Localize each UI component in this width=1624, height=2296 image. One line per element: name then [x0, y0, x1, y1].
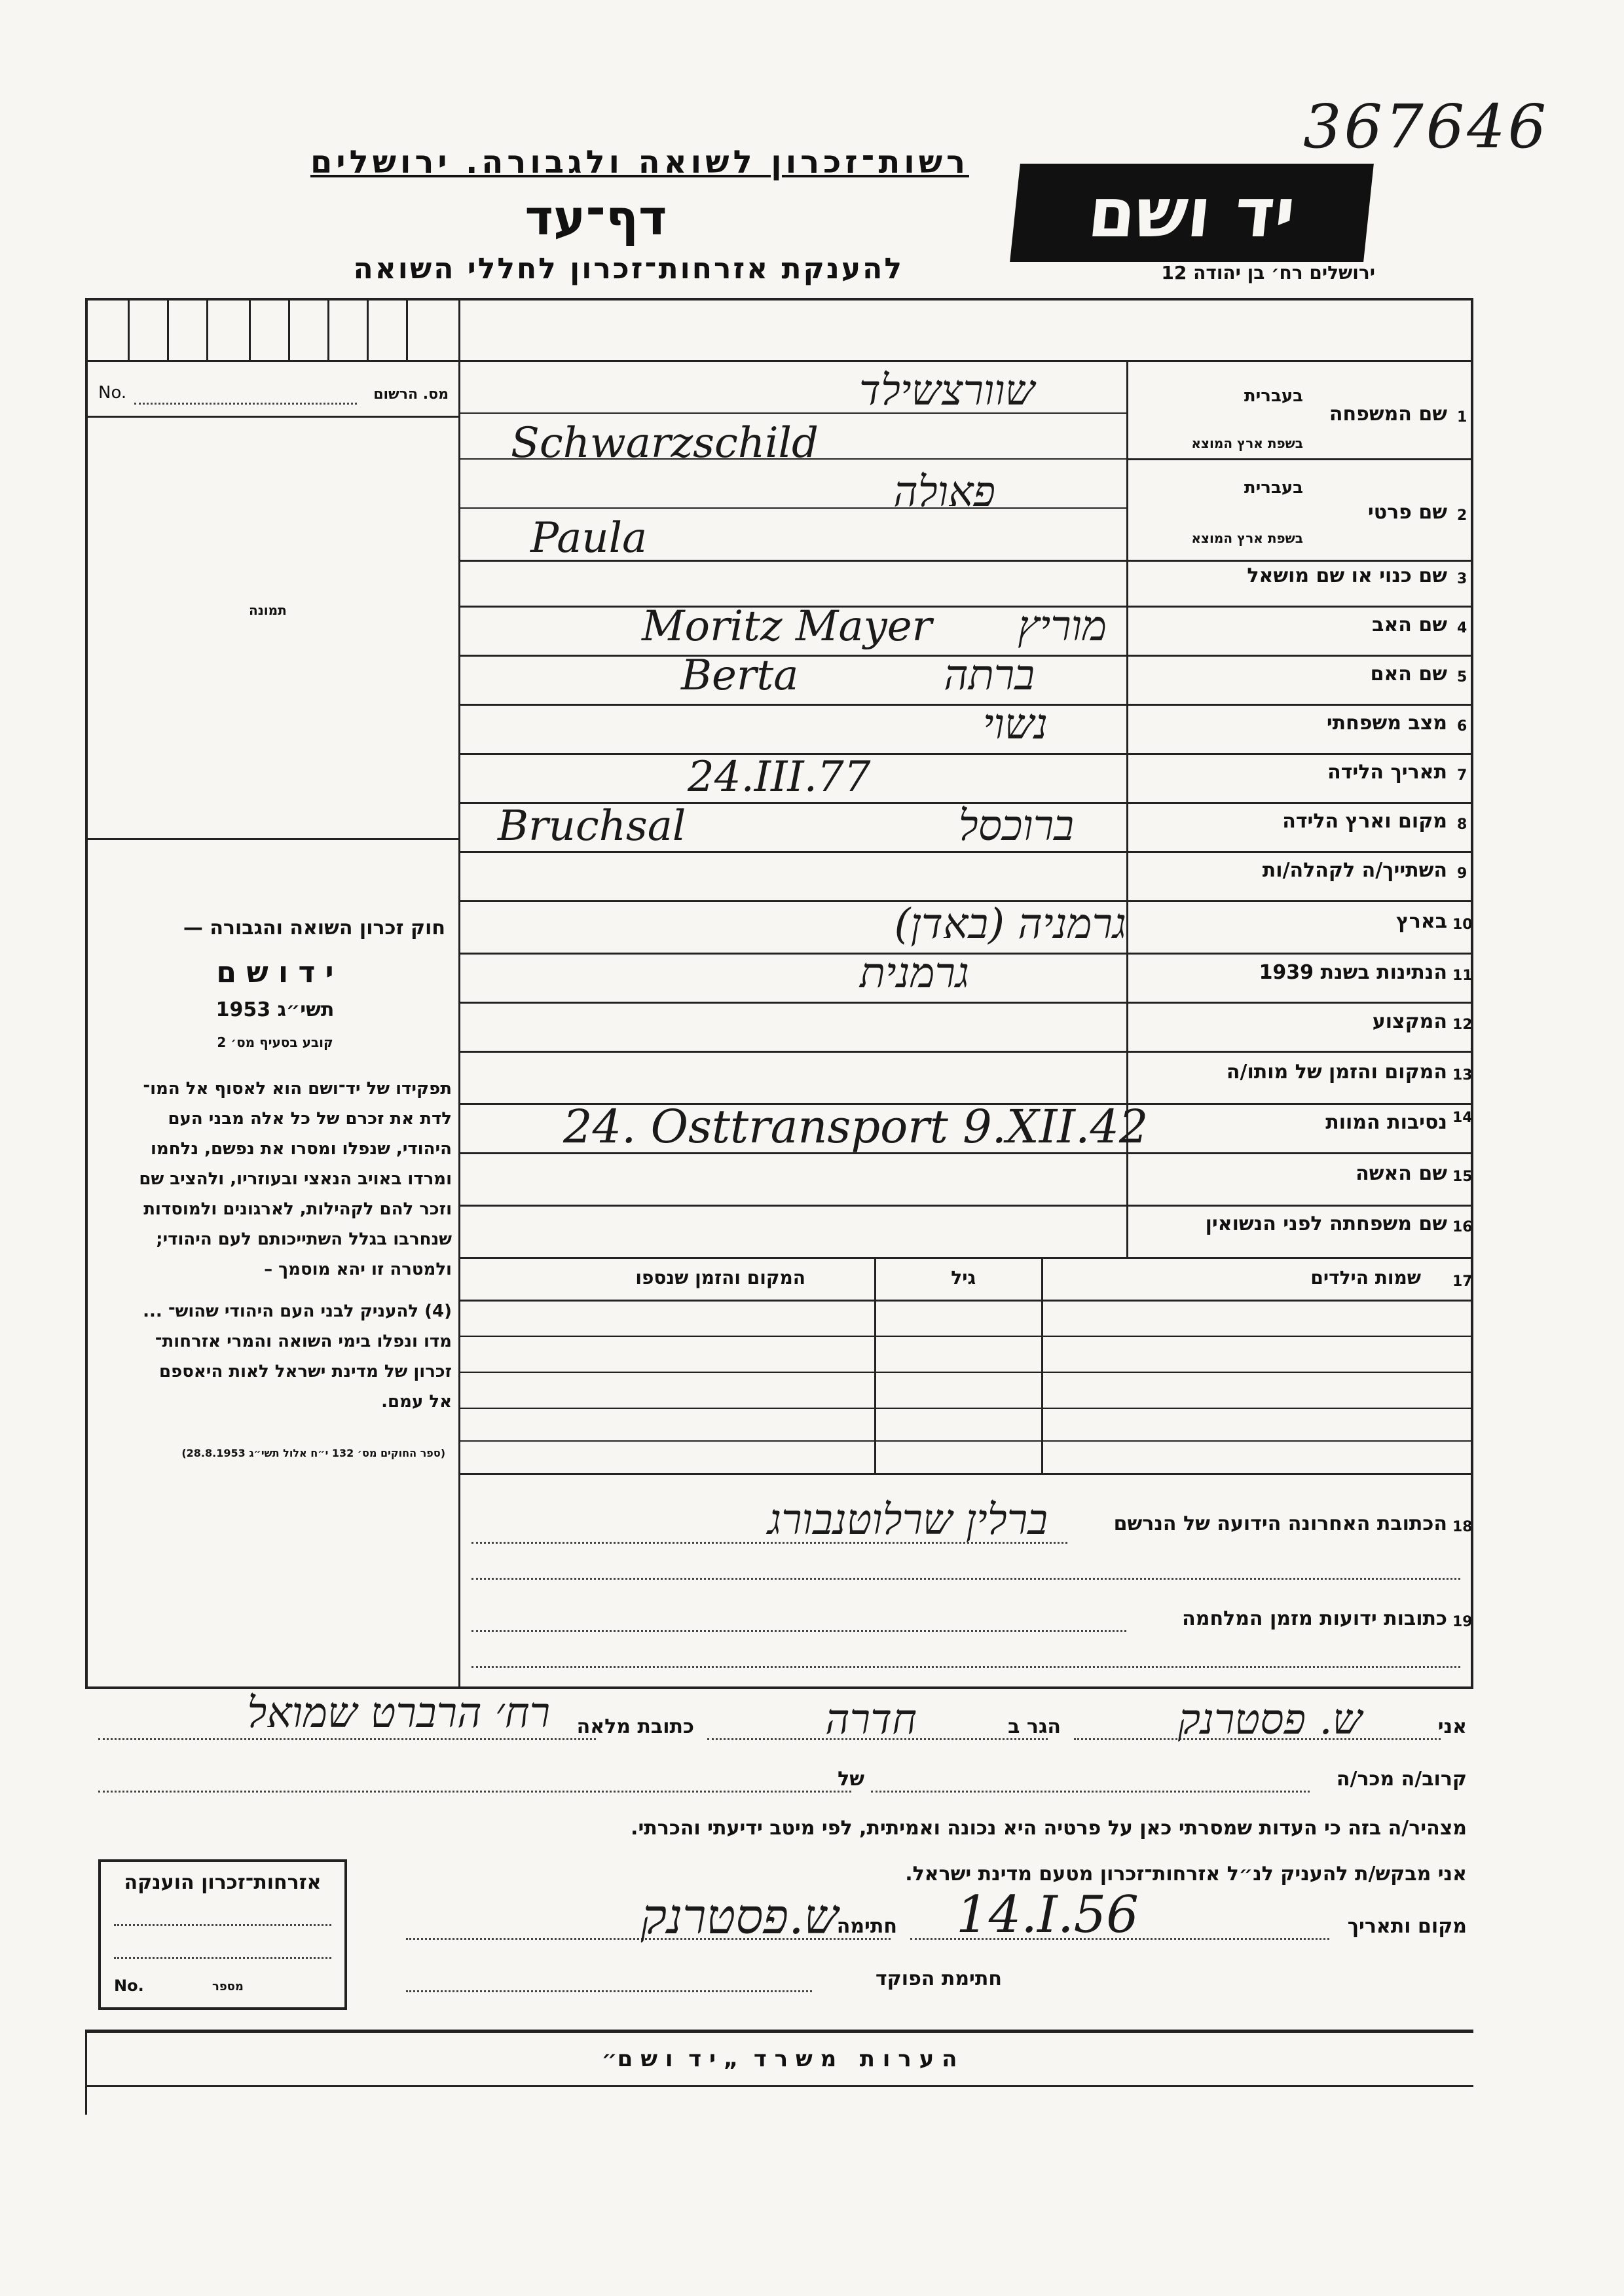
- stamp-box-no: No.: [114, 1977, 144, 1995]
- field-5-label: שם האם: [1370, 663, 1447, 685]
- field-1-label: שם המשפחה: [1329, 403, 1447, 426]
- law-clause: קובע בסעיף מס׳ 2: [217, 1034, 333, 1050]
- field-4-latin-value: Moritz Mayer: [642, 602, 932, 651]
- field-19-label: כתובות ידועות מזמן המלחמה: [1182, 1607, 1447, 1630]
- law-line-2: לדת את זכרם של כל אלה מבני העם: [168, 1109, 452, 1129]
- field-4-hebrew-value: מוריץ: [1018, 602, 1107, 651]
- field-1-original-value: Schwarzschild: [511, 419, 819, 467]
- field-15-label: שם האשה: [1356, 1162, 1447, 1185]
- logo-text: יד ושם: [1084, 173, 1299, 253]
- field-15-number: 15: [1452, 1169, 1473, 1185]
- field-18-value: ברלין שרלוטנבורג: [767, 1496, 1048, 1544]
- field-5-number: 5: [1457, 669, 1467, 685]
- field-7-label: תאריך הלידה: [1327, 761, 1447, 784]
- field-2-hebrew-value: פאולה: [893, 468, 995, 517]
- field-2-number: 2: [1457, 507, 1467, 524]
- field-7-value: 24.III.77: [688, 753, 871, 801]
- place-date-value: 14.I.56: [956, 1886, 1139, 1944]
- of-label: של: [838, 1768, 864, 1791]
- photo-reg-label: מס. הרשום: [373, 386, 449, 403]
- address-label: כתובת מלאה: [576, 1715, 694, 1738]
- header-address: ירושלים רח׳ בן יהודה 12: [1161, 262, 1375, 283]
- declarant-label: אני: [1437, 1715, 1467, 1738]
- law-line-8: (4) להעניק לבני העם היהודי שהוש־ ...: [143, 1302, 452, 1321]
- law-line-9: מדו ונפלו בימי השואה והמרי אזרחות־: [155, 1332, 452, 1351]
- stamp-box-title: אזרחות־זכרון הוענקה: [124, 1871, 322, 1894]
- office-notes-heading: ה ע ר ו ת מ ש ר ד „ י ד ו ש ם״: [601, 2046, 957, 2072]
- field-8-number: 8: [1457, 816, 1467, 833]
- statement-1: מצהיר/ה בזה כי העדות שמסרתי כאן על פרטיה היא נכונה ואמיתית, לפי מיטב ידיעתי והכרתי.: [631, 1817, 1467, 1840]
- statement-2: אני מבקש/ת להעניק לנ״ל אזרחות־זכרון מטעם מדינת ישראל.: [905, 1863, 1467, 1886]
- field-7-number: 7: [1457, 767, 1467, 784]
- field-2-sub-hebrew: בעברית: [1244, 478, 1303, 498]
- field-13-label: המקום והזמן של מותו/ה: [1226, 1061, 1447, 1084]
- field-3-label: שם כנוי או שם מושאל: [1247, 564, 1447, 587]
- stamp-box-number-label: מספר: [212, 1980, 244, 1994]
- officer-signature-label: חתימת הפוקד: [876, 1967, 1002, 1990]
- field-12-number: 12: [1452, 1017, 1473, 1033]
- address-value: רח׳ הרברט שמואל: [247, 1689, 550, 1738]
- field-2-sub-original: בשפת ארץ המוצא: [1191, 530, 1303, 546]
- signature-value: ש.פסטרנק: [640, 1889, 838, 1945]
- field-10-number: 10: [1452, 917, 1473, 933]
- law-line-1: תפקידו של יד־ושם הוא לאסוף אל המו־: [143, 1079, 452, 1099]
- field-5-latin-value: Berta: [681, 651, 799, 700]
- form-frame: [85, 298, 1473, 1689]
- form-subtitle: להענקת אזרחות־זכרון לחללי השואה: [353, 252, 904, 285]
- law-line-11: אל עמם.: [381, 1392, 452, 1412]
- law-line-10: זכרון של מדינת ישראל לאות היאספם: [159, 1362, 452, 1381]
- law-year: תשי״ג 1953: [215, 998, 335, 1021]
- children-place-header: המקום והזמן שנספו: [635, 1267, 805, 1288]
- field-5-hebrew-value: ברתה: [944, 651, 1035, 700]
- field-14-value: 24. Osttransport 9.XII.42: [563, 1100, 1149, 1154]
- declarant-value: ש. פסטרנק: [1177, 1696, 1362, 1744]
- field-13-number: 13: [1452, 1067, 1473, 1084]
- field-16-number: 16: [1452, 1219, 1473, 1235]
- resides-value: חדרה: [825, 1696, 917, 1744]
- place-date-label: מקום ותאריך: [1347, 1915, 1467, 1938]
- field-6-value: נשוי: [982, 701, 1048, 749]
- field-18-number: 18: [1452, 1519, 1473, 1535]
- relative-label: קרוב/ה מכר/ה: [1336, 1768, 1467, 1791]
- archive-number: 367646: [1303, 92, 1549, 162]
- field-4-label: שם האב: [1372, 613, 1447, 636]
- field-1-number: 1: [1457, 409, 1467, 426]
- field-14-number: 14: [1452, 1110, 1473, 1126]
- field-17-number: 17: [1452, 1273, 1473, 1290]
- field-10-value: גרמניה (באדן): [894, 900, 1126, 949]
- field-8-latin-value: Bruchsal: [498, 802, 686, 850]
- field-1-sub-hebrew: בעברית: [1244, 386, 1303, 406]
- field-9-number: 9: [1457, 866, 1467, 882]
- field-18-label: הכתובת האחרונה הידועה של הנרשם: [1113, 1512, 1447, 1535]
- org-name: רשות־זכרון לשואה ולגבורה. ירושלים: [310, 144, 969, 181]
- field-2-original-value: Paula: [530, 514, 648, 562]
- field-2-label: שם פרטי: [1367, 501, 1447, 524]
- photo-no-label: No.: [98, 383, 127, 403]
- photo-label: תמונה: [249, 602, 287, 618]
- field-10-label: בארץ: [1395, 910, 1447, 933]
- field-6-label: מצב משפחתי: [1326, 712, 1447, 735]
- children-age-header: גיל: [951, 1267, 976, 1288]
- field-6-number: 6: [1457, 718, 1467, 735]
- field-9-label: השתייך/ה לקהלה/ות: [1262, 859, 1447, 882]
- field-16-label: שם משפחתה לפני הנשואין: [1205, 1212, 1447, 1235]
- law-line-3: היהודי, שנפלו ומסרו את נפשם, נלחמו: [150, 1139, 452, 1159]
- children-names-header: שמות הילדים: [1310, 1267, 1421, 1288]
- signature-label: חתימה: [836, 1915, 897, 1938]
- field-14-label: נסיבות המוות: [1325, 1111, 1447, 1134]
- field-1-sub-original: בשפת ארץ המוצא: [1191, 435, 1303, 451]
- field-19-number: 19: [1452, 1614, 1473, 1630]
- field-11-number: 11: [1452, 968, 1473, 984]
- law-line-5: וזכר להם לקהילות, לארגונים ולמוסדות: [143, 1199, 452, 1219]
- field-1-hebrew-value: שוורצשילד: [858, 367, 1035, 415]
- law-line-7: ולמטרה זו יהא מוסמך –: [264, 1260, 452, 1279]
- law-line-4: ומרדו באויב הנאצי ובעוזריו, ולהציב שם: [139, 1169, 452, 1189]
- law-footnote: (ספר החוקים מס׳ 132 י״ח אלול תשי״ג 28.8.1953): [181, 1447, 445, 1459]
- field-12-label: המקצוע: [1372, 1010, 1447, 1033]
- field-11-value: גרמנית: [859, 949, 969, 998]
- field-11-label: הנתינות בשנת 1939: [1259, 961, 1447, 984]
- field-8-hebrew-value: ברוכסל: [958, 802, 1074, 850]
- law-title: חוק זכרון השואה והגבורה —: [183, 917, 445, 939]
- field-8-label: מקום וארץ הלידה: [1282, 810, 1447, 833]
- law-name: י ד ו ש ם: [216, 956, 334, 989]
- law-line-6: שנחרבו בגלל השתייכותם לעם היהודי;: [156, 1230, 452, 1249]
- citizenship-stamp-box: [98, 1859, 347, 2010]
- field-3-number: 3: [1457, 571, 1467, 587]
- form-title: דף־עד: [525, 190, 667, 246]
- field-4-number: 4: [1457, 620, 1467, 636]
- yad-vashem-logo: [1010, 164, 1374, 262]
- resides-label: הגר ב: [1008, 1715, 1061, 1738]
